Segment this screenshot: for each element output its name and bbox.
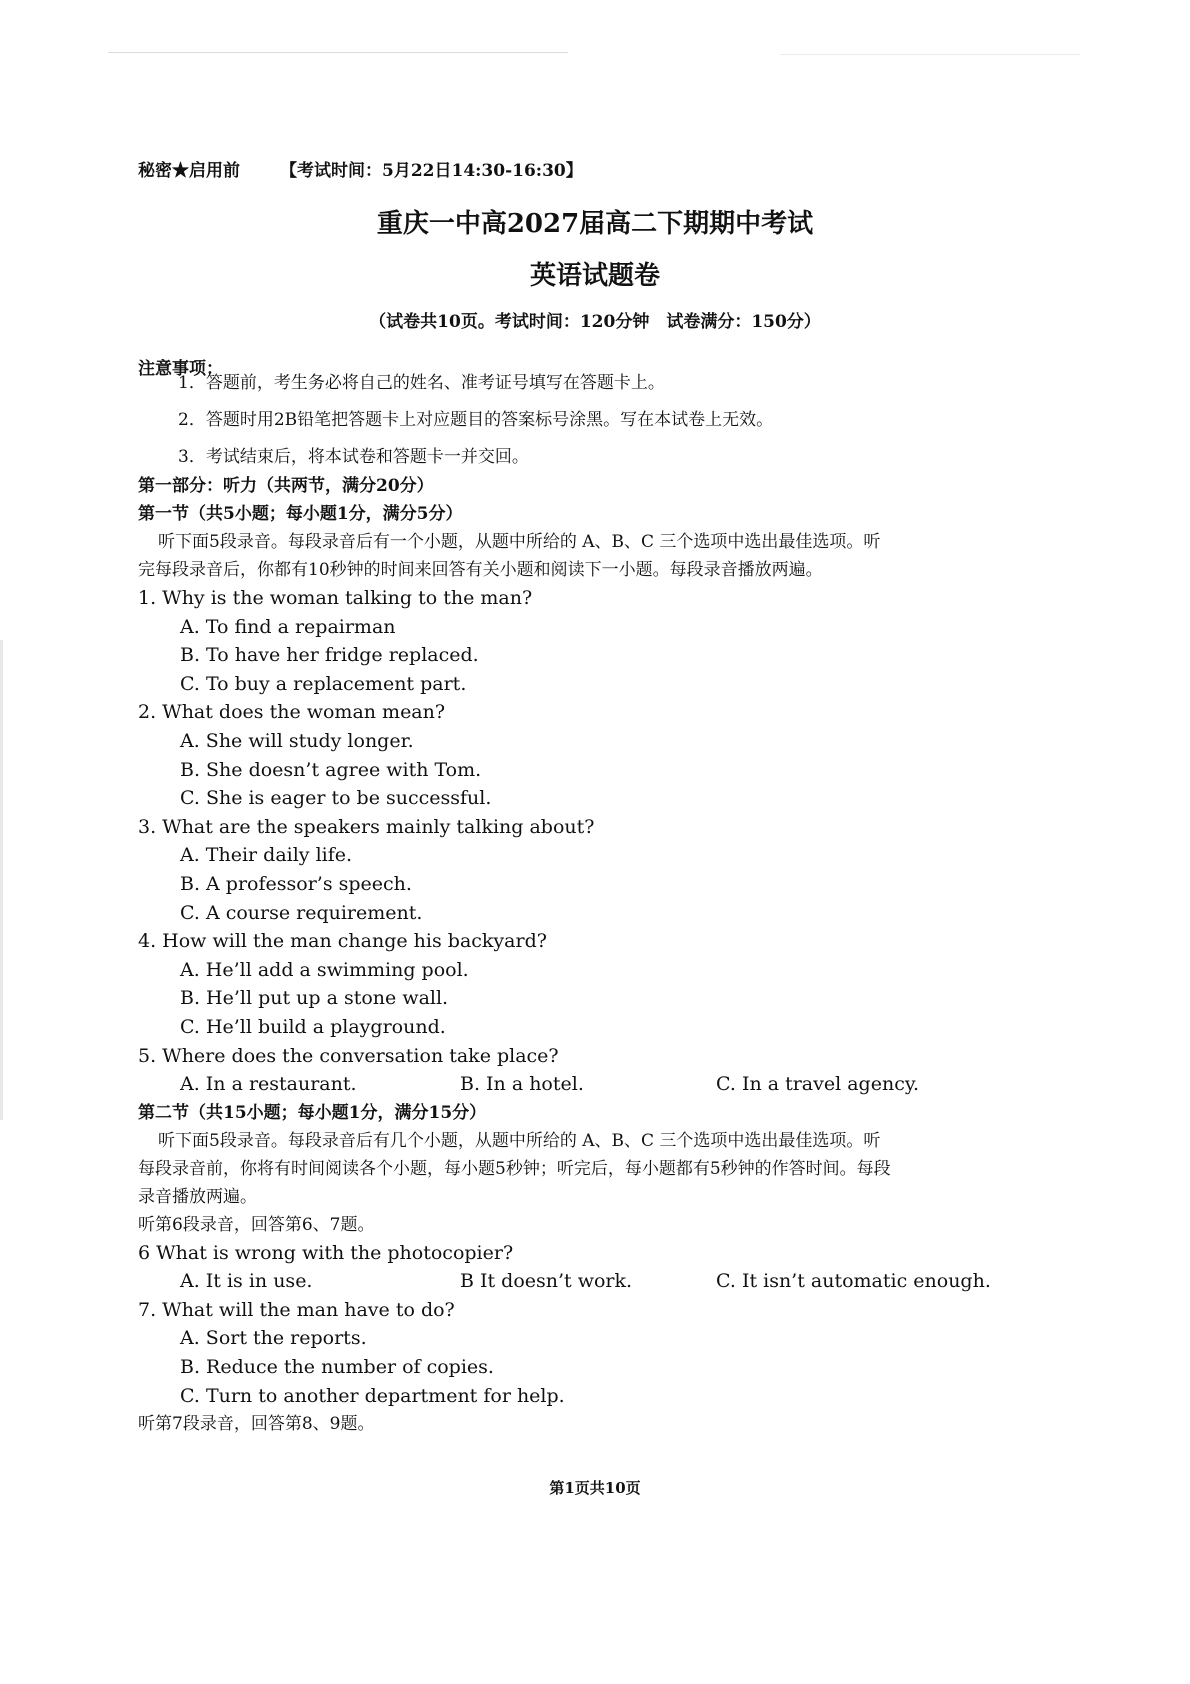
option-row xyxy=(138,1267,1038,1296)
secrecy-label: 秘密★启用前 xyxy=(138,161,240,181)
question-stem: 7. What will the man have to do? xyxy=(138,1298,455,1321)
option: C. It isn’t automatic enough. xyxy=(716,1270,991,1293)
exam-header xyxy=(138,156,583,181)
option: A. Sort the reports. xyxy=(180,1327,367,1350)
section-title: 第二节（共15小题；每小题1分，满分15分） xyxy=(138,1102,487,1123)
exam-info: （试卷共10页。考试时间：120分钟 试卷满分：150分） xyxy=(369,312,821,332)
option: B. She doesn’t agree with Tom. xyxy=(180,758,482,781)
option: A. It is in use. xyxy=(180,1270,313,1293)
listening-part xyxy=(138,476,1038,1438)
option-row xyxy=(138,1070,1038,1099)
note-item: 3．考试结束后，将本试卷和答题卡一并交回。 xyxy=(178,447,529,467)
option: A. He’ll add a swimming pool. xyxy=(180,958,469,981)
question-stem: 4. How will the man change his backyard? xyxy=(138,930,547,953)
option: C. In a travel agency. xyxy=(716,1073,920,1096)
section-instructions: 听下面5段录音。每段录音后有一个小题，从题中所给的 A、B、C 三个选项中选出最佳选项。听 xyxy=(158,532,881,552)
note-item: 1．答题前，考生务必将自己的姓名、准考证号填写在答题卡上。 xyxy=(178,373,665,393)
question-stem: 5. Where does the conversation take place? xyxy=(138,1044,559,1067)
section-instructions: 每段录音前，你将有时间阅读各个小题，每小题5秒钟；听完后，每小题都有5秒钟的作答时间。每段 xyxy=(138,1158,891,1179)
scan-artifact xyxy=(780,54,1080,55)
option: A. To find a repairman xyxy=(180,615,396,638)
section-title: 第一节（共5小题；每小题1分，满分5分） xyxy=(138,504,463,524)
option: C. Turn to another department for help. xyxy=(180,1384,565,1407)
question-stem: 1. Why is the woman talking to the man? xyxy=(138,587,533,609)
scan-edge xyxy=(0,640,3,1120)
note-item: 2．答题时用2B铅笔把答题卡上对应题目的答案标号涂黑。写在本试卷上无效。 xyxy=(178,410,774,430)
option: A. She will study longer. xyxy=(180,729,414,752)
option: C. He’ll build a playground. xyxy=(180,1015,446,1038)
option: C. A course requirement. xyxy=(180,901,423,924)
option: B It doesn’t work. xyxy=(460,1270,633,1293)
option: B. Reduce the number of copies. xyxy=(180,1356,494,1379)
page-number: 第1页共10页 xyxy=(549,1479,641,1497)
exam-time: 【考试时间：5月22日14:30-16:30】 xyxy=(280,161,583,181)
notes-title: 注意事项： xyxy=(138,359,223,379)
question-stem: 3. What are the speakers mainly talking about? xyxy=(138,815,595,838)
option: C. To buy a replacement part. xyxy=(180,672,467,695)
listen-instruction: 听第6段录音，回答第6、7题。 xyxy=(138,1214,375,1235)
option: B. He’ll put up a stone wall. xyxy=(180,987,449,1010)
question-stem: 2. What does the woman mean? xyxy=(138,701,446,724)
option: C. She is eager to be successful. xyxy=(180,787,492,810)
exam-title: 重庆一中高2027届高二下期期中考试 xyxy=(376,209,814,239)
option: B. To have her fridge replaced. xyxy=(180,644,479,667)
part-title: 第一部分：听力（共两节，满分20分） xyxy=(138,476,434,496)
option: B. A professor’s speech. xyxy=(180,872,412,895)
section-instructions: 录音播放两遍。 xyxy=(138,1186,257,1207)
option: A. Their daily life. xyxy=(180,844,353,867)
listen-instruction: 听第7段录音，回答第8、9题。 xyxy=(138,1414,375,1435)
option: A. In a restaurant. xyxy=(180,1073,357,1096)
section-instructions: 听下面5段录音。每段录音后有几个小题，从题中所给的 A、B、C 三个选项中选出最佳选项。听 xyxy=(158,1130,881,1151)
option: B. In a hotel. xyxy=(460,1073,584,1096)
scan-artifact xyxy=(108,52,568,53)
section-instructions: 完每段录音后，你都有10秒钟的时间来回答有关小题和阅读下一小题。每段录音播放两遍。 xyxy=(138,560,823,580)
subject-title: 英语试题卷 xyxy=(529,261,660,291)
question-stem: 6 What is wrong with the photocopier? xyxy=(138,1241,514,1264)
